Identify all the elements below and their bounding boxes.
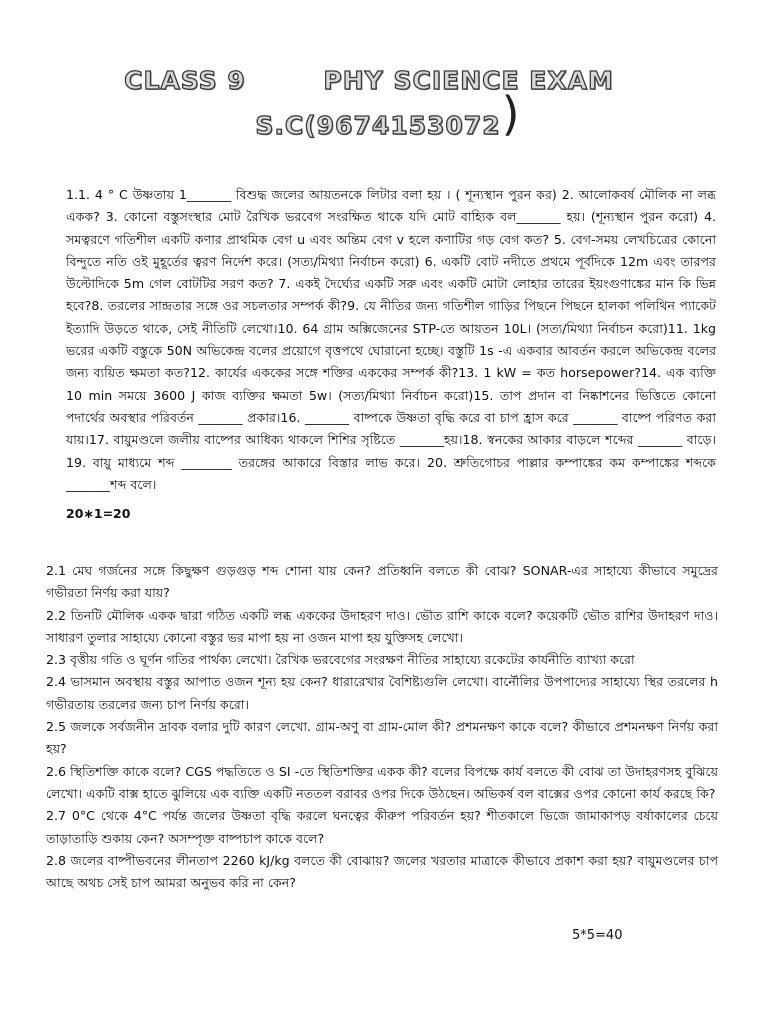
section-1-questions: 1.1. 4 ° C উষ্ণতায় 1_______ বিশুদ্ধ জলের আয়তনকে লিটার বলা হয় । ( শূন্যস্থান পুরন কর) 2. আলোকবর্ষ মৌলিক না লব্ধ একক? 3. কোনো বস্তুসংস্থার মোট রৈখিক ভরবেগ সংরক্ষিত থাকে যদি মোট বাহ্যিক বল_______ হয়। (শূন্যস্থান পুরন করো) 4. সমত্বরণে গতিশীল একটি কণার প্রাথমিক বেগ u এবং অন্তিম বেগ v হলে কণাটির গড় বেগ কত? 5. বেগ-সময় লেখচিত্রের কোনো বিন্দুতে নতি ওই মুহূর্তের ত্বরণ নির্দেশ করে। (সত্য/মিথ্যা নির্বাচন করো) 6. একটি বোট নদীতে প্রথমে পূর্বদিকে 12m এবং তারপর উল্টোদিকে 5m গেল বোটটির সরণ কত? 7. একই দৈর্ঘ্যের একটি সরু এবং একটি মোটা লোহার তারের ইয়ংগুণাঙ্কের মান কি ভিন্ন হবে?8. তরলের সান্দ্রতার সঙ্গে ওর সচলতার সম্পর্ক কী?9. যে নীতির জন্য গতিশীল গাড়ির পিছনে পিছনে হালকা পলিথিন প্যাকেট ইত্যাদি উড়তে থাকে, সেই নীতিটি লেখো।10. 64 গ্রাম অক্সিজেনের STP-তে আয়তন 10L। (সত্য/মিথ্যা নির্বাচন করো)11. 1kg ভরের একটি বস্তুকে 50N অভিকেন্দ্র বলের প্রয়োগে বৃত্তপথে ঘোরানো হচ্ছে। বস্তুটি 1s -এ একবার আবর্তন করলে অভিকেন্দ্র বলের জন্য ব্যয়িত ক্ষমতা কত?12. কার্যের এককের সঙ্গে শক্তির এককের সম্পর্ক কী?13. 1 kW = কত horsepower?14. এক ব্যক্তি 10 min সময়ে 3600 J কাজ ব্যক্তির ক্ষমতা 5w। (সত্য/মিথ্যা নির্বাচন করো)15. তাপ প্রদান বা নিষ্কাশনের ভিত্তিতে কোনো পদার্থের অবস্থার পরিবর্তন _______ প্রকার।16. _______ বাষ্পকে উষ্ণতা বৃদ্ধি করে বা চাপ হ্রাস করে _______ বাষ্পে পরিণত করা যায়।17. বায়ুমণ্ডলে জলীয় বাষ্পের আধিক্য থাকলে শিশির সৃষ্টিতে _______হয়।18. স্বনকের আকার বাড়লে শব্দের _______ বাড়ে। 19. বায়ু মাধ্যমে শব্দ ________ তরঙ্গের আকারে বিস্তার লাভ করে। 20. শ্রুতিগোচর পাল্লার কম্পাঙ্কের কম কম্পাঙ্কের শব্দকে _______শব্দ বলে। — [66, 187, 716, 492]
section-2-marks: 5*5=40 — [572, 928, 623, 943]
question-2-4: 2.4 ভাসমান অবস্থায় বস্তুর আপাত ওজন শূন্য হয় কেন? ধারারেখার বৈশিষ্ট্যগুলি লেখো। বার্নৌলির উপপাদ্যের সাহায্যে স্থির তরলের h গভীরতায় তরলের জন্য চাপ নির্ণয় করো। — [46, 674, 718, 712]
exam-title: CLASS 9 PHY SCIENCE EXAM — [124, 66, 614, 95]
section-1-marks: 20∗1=20 — [66, 506, 131, 521]
question-2-7: 2.7 0°C থেকে 4°C পর্যন্ত জলের উষ্ণতা বৃদ্ধি করলে ঘনত্বের কীরুপ পরিবর্তন হয়? শীতকালে ভিজে জামাকাপড় বর্ষাকালের চেয়ে তাড়াতাড়ি শুকায় কেন? অসম্পৃক্ত বাষ্পচাপ কাকে বলে? — [46, 808, 718, 846]
question-2-6: 2.6 স্থিতিশক্তি কাকে বলে? CGS পদ্ধতিতে ও SI -তে স্থিতিশক্তির একক কী? বলের বিপক্ষে কার্য বলতে কী বোঝ তা উদাহরণসহ বুঝিয়ে লেখো। একটি বাক্স হাতে ঝুলিয়ে এক ব্যক্তি একটি নততল বরাবর ওপর দিকে উঠছেন। অভিকর্ষ বল বাক্সের ওপর কোনো কার্য করছে কি? — [46, 763, 718, 801]
author-contact-text: S.C(9674153072 — [255, 111, 501, 140]
question-2-8: 2.8 জলের বাষ্পীভবনের লীনতাপ 2260 kJ/kg বলতে কী বোঝায়? জলের খরতার মাত্রাকে কীভাবে প্রকাশ করা হয়? বায়ুমণ্ডলের চাপ আছে অথচ সেই চাপ আমরা অনুভব করি না কেন? — [46, 852, 718, 891]
section-2-questions — [46, 560, 718, 894]
question-2-2: 2.2 তিনটি মৌলিক একক দ্বারা গঠিত একটি লব্ধ এককের উদাহরণ দাও। ভৌত রাশি কাকে বলে? কয়েকটি ভৌত রাশির উদাহরণ দাও। সাধারণ তুলার সাহায্যে কোনো বস্তুর ভর মাপা হয় না ওজন মাপা হয় যুক্তিসহ লেখো। — [46, 607, 718, 645]
exam-header — [0, 66, 768, 140]
closing-parenthesis: ) — [501, 87, 521, 141]
question-2-1: 2.1 মেঘ গর্জনের সঙ্গে কিছুক্ষণ গুড়গুড় শব্দ শোনা যায় কেন? প্রতিধ্বনি বলতে কী বোঝ? SONAR-এর সাহায্যে কীভাবে সমুদ্রের গভীরতা নির্ণয় করা যায়? — [46, 563, 718, 601]
exam-author-contact — [255, 87, 521, 141]
question-2-3: 2.3 বৃত্তীয় গতি ও ঘূর্ণন গতির পার্থক্য লেখো। রৈখিক ভরবেগের সংরক্ষণ নীতির সাহায্যে রকেটের কার্যনীতি ব্যাখ্যা করো — [46, 652, 635, 668]
question-2-5: 2.5 জলকে সর্বজনীন দ্রাবক বলার দুটি কারণ লেখো. গ্রাম-অণু বা গ্রাম-মোল কী? প্রশমনক্ষণ কাকে বলে? কীভাবে প্রশমনক্ষণ নির্ণয় করা হয়? — [46, 719, 718, 757]
